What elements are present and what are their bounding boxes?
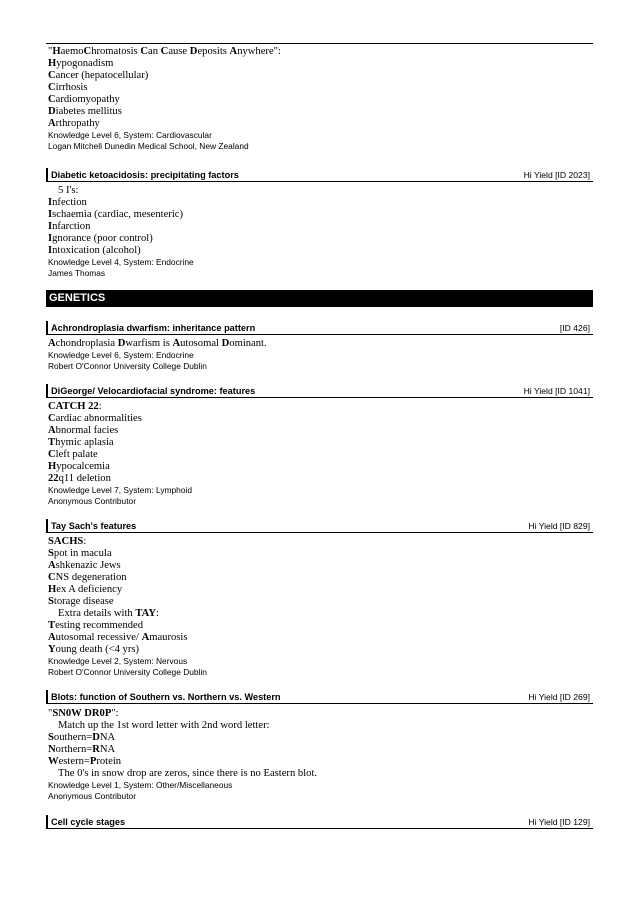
card-header-bar	[46, 690, 48, 704]
card-author: Anonymous Contributor	[48, 791, 136, 801]
card-line: Achondroplasia Dwarfism is Autosomal Dominant.	[48, 338, 267, 349]
card-body-digeorge	[48, 401, 593, 507]
card-yield-id: Hi Yield [ID 829]	[528, 521, 590, 531]
card-line: 5 I's:	[58, 185, 79, 196]
card-header-blots[interactable]	[46, 690, 593, 703]
card-header-underline	[46, 828, 593, 829]
card-line: Infection	[48, 197, 87, 208]
card-knowledge-level: Knowledge Level 7, System: Lymphoid	[48, 485, 193, 495]
card-line: Western=Protein	[48, 756, 122, 767]
card-line: Spot in macula	[48, 548, 112, 559]
card-line: Hypocalcemia	[48, 461, 110, 472]
card-line: Infarction	[48, 221, 91, 232]
card-line: CATCH 22:	[48, 401, 102, 412]
card-lines	[48, 536, 593, 656]
card-header-bar	[46, 815, 48, 829]
card-line: Young death (<4 yrs)	[48, 644, 140, 655]
card-header-bar	[46, 321, 48, 335]
card-yield-id: Hi Yield [ID 269]	[528, 692, 590, 702]
card-body-tay-sachs	[48, 536, 593, 678]
card-line: Intoxication (alcohol)	[48, 245, 141, 256]
card-line: Match up the 1st word letter with 2nd word letter:	[58, 720, 270, 731]
card-body-achondroplasia	[48, 338, 593, 372]
card-header-underline	[46, 703, 593, 704]
card-line: Extra details with TAY:	[58, 608, 159, 619]
card-line: Ashkenazic Jews	[48, 560, 121, 571]
card-author: Logan Mitchell Dunedin Medical School, New Zealand	[48, 141, 249, 151]
card-header-tay-sachs[interactable]	[46, 519, 593, 532]
card-line: Cirrhosis	[48, 82, 88, 93]
card-title: Blots: function of Southern vs. Northern vs. Western	[51, 692, 281, 702]
card-line: 22q11 deletion	[48, 473, 111, 484]
card-knowledge-level: Knowledge Level 6, System: Cardiovascular	[48, 130, 212, 140]
card-knowledge-level: Knowledge Level 1, System: Other/Miscellaneous	[48, 780, 233, 790]
card-yield-id: Hi Yield [ID 2023]	[523, 170, 590, 180]
card-line: "SN0W DR0P":	[48, 708, 119, 719]
intro-card-body	[48, 46, 593, 152]
card-author: Robert O'Connor University College Dublin	[48, 667, 207, 677]
card-line: Cleft palate	[48, 449, 98, 460]
card-lines	[48, 338, 593, 350]
card-line: Ignorance (poor control)	[48, 233, 153, 244]
card-title: Cell cycle stages	[51, 817, 126, 827]
card-knowledge-level: Knowledge Level 6, System: Endocrine	[48, 350, 194, 360]
card-header-bar	[46, 168, 48, 182]
card-title: Tay Sach's features	[51, 521, 137, 531]
card-header-diabetic-ketoacidosis[interactable]	[46, 168, 593, 181]
card-author: James Thomas	[48, 268, 106, 278]
card-line: Abnormal facies	[48, 425, 119, 436]
card-header-underline	[46, 181, 593, 182]
card-header-underline	[46, 397, 593, 398]
card-yield-id: Hi Yield [ID 129]	[528, 817, 590, 827]
card-title: Achrondroplasia dwarfism: inheritance pattern	[51, 323, 256, 333]
card-line: Testing recommended	[48, 620, 144, 631]
card-lines	[48, 185, 593, 257]
card-header-cell-cycle[interactable]	[46, 815, 593, 828]
card-header-underline	[46, 532, 593, 533]
card-header-digeorge[interactable]	[46, 384, 593, 397]
card-header-bar	[46, 384, 48, 398]
card-line: Southern=DNA	[48, 732, 116, 743]
card-line: "HaemoChromatosis Can Cause Deposits Anywhere":	[48, 46, 281, 57]
section-label: GENETICS	[49, 292, 106, 304]
card-line: Autosomal recessive/ Amaurosis	[48, 632, 188, 643]
card-author: Anonymous Contributor	[48, 496, 136, 506]
intro-card-lines	[48, 46, 593, 130]
card-lines	[48, 401, 593, 485]
card-line: Hypogonadism	[48, 58, 114, 69]
card-header-underline	[46, 334, 593, 335]
card-yield-id: Hi Yield [ID 1041]	[523, 386, 590, 396]
card-line: SACHS:	[48, 536, 87, 547]
card-header-achondroplasia[interactable]	[46, 321, 593, 334]
card-line: CNS degeneration	[48, 572, 127, 583]
card-body-diabetic-ketoacidosis	[48, 185, 593, 279]
card-line: Hex A deficiency	[48, 584, 123, 595]
card-line: Ischaemia (cardiac, mesenteric)	[48, 209, 183, 220]
card-body-blots	[48, 708, 593, 802]
card-header-bar	[46, 519, 48, 533]
card-line: Cancer (hepatocellular)	[48, 70, 149, 81]
card-knowledge-level: Knowledge Level 4, System: Endocrine	[48, 257, 194, 267]
top-divider	[46, 43, 593, 44]
card-yield-id: [ID 426]	[559, 323, 590, 333]
card-knowledge-level: Knowledge Level 2, System: Nervous	[48, 656, 188, 666]
card-line: Cardiomyopathy	[48, 94, 120, 105]
section-header-genetics	[46, 290, 593, 307]
card-author: Robert O'Connor University College Dublin	[48, 361, 207, 371]
card-line: The 0's in snow drop are zeros, since there is no Eastern blot.	[58, 768, 318, 779]
card-line: Thymic aplasia	[48, 437, 114, 448]
card-line: Cardiac abnormalities	[48, 413, 142, 424]
card-title: Diabetic ketoacidosis: precipitating factors	[51, 170, 239, 180]
card-title: DiGeorge/ Velocardiofacial syndrome: features	[51, 386, 256, 396]
card-line: Diabetes mellitus	[48, 106, 122, 117]
card-line: Northern=RNA	[48, 744, 116, 755]
card-line: Arthropathy	[48, 118, 100, 129]
card-lines	[48, 708, 593, 780]
card-line: Storage disease	[48, 596, 114, 607]
